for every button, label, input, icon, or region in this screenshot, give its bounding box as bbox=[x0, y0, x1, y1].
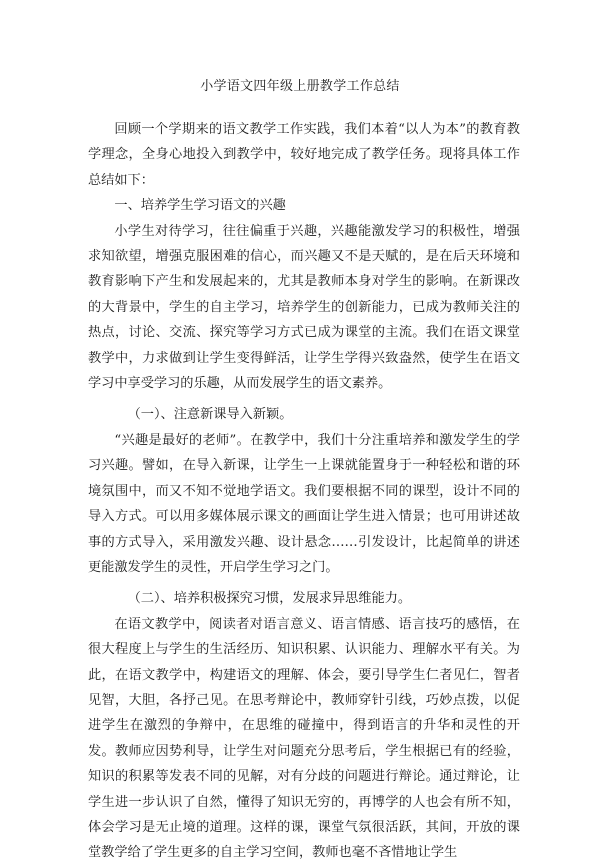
subheading-new-lesson-intro: （一）、注意新课导入新颖。 bbox=[127, 407, 293, 423]
paragraph-interest: 小学生对待学习，往往偏重于兴趣，兴趣能激发学习的积极性，增强求知欲望，增强克服困难的信心，而兴趣又不是天赋的，是在后天环境和教育影响下产生和发展起来的，尤其是教师本身对学生的影响。在新课改的大背景中，学生的自主学习，培养学生的创新能力，已成为教师关注的热点，讨论、交流、探究等学习方式已成为课堂的主流。我们在语文课堂教学中，力求做到让学生变得鲜活，让学生学得兴致盎然，使学生在语文学习中享受学习的乐趣，从而发展学生的语文素养。 bbox=[88, 223, 520, 392]
paragraph-inquiry-habits: 在语文教学中，阅读者对语言意义、语言情感、语言技巧的感悟，在很大程度上与学生的生活经历、知识积累、认识能力、理解水平有关。为此，在语文教学中，构建语文的理解、体会，要引导学生仁者见仁，智者见智，大胆，各抒己见。在思考辩论中，教师穿针引线，巧妙点拨，以促进学生在激烈的争辩中，在思维的碰撞中，得到语言的升华和灵性的开发。教师应因势利导，让学生对问题充分思考后，学生根据已有的经验，知识的积累等发表不同的见解，对有分歧的问题进行辩论。通过辩论，让学生进一步认识了自然，懂得了知识无穷的，再博学的人也会有所不知，体会学习是无止境的道理。这样的课，课堂气氛很活跃，其间，开放的课堂教学给了学生更多的自主学习空间，教师也毫不吝惜地让学生 bbox=[88, 616, 520, 861]
section-heading-interest: 一、培养学生学习语文的兴趣 bbox=[114, 198, 286, 214]
paragraph-intro: 回顾一个学期来的语文教学工作实践，我们本着“以人为本”的教育教学理念，全身心地投入到教学中，较好地完成了教学任务。现将具体工作总结如下： bbox=[88, 122, 520, 188]
paragraph-new-lesson-intro: “兴趣是最好的老师”。在教学中，我们十分注重培养和激发学生的学习兴趣。譬如，在导入新课，让学生一上课就能置身于一种轻松和谐的环境氛围中，而又不知不觉地学语文。我们要根据不同的课型，设计不同的导入方式。可以用多媒体展示课文的画面让学生进入情景；也可用讲述故事的方式导入，采用激发兴趣、设计悬念……引发设计，比起简单的讲述更能激发学生的灵性，开启学生学习之门。 bbox=[88, 432, 520, 575]
document-title: 小学语文四年级上册教学工作总结 bbox=[200, 79, 400, 94]
subheading-inquiry-habits: （二）、培养积极探究习惯，发展求异思维能力。 bbox=[127, 591, 412, 607]
document-body bbox=[88, 117, 520, 866]
